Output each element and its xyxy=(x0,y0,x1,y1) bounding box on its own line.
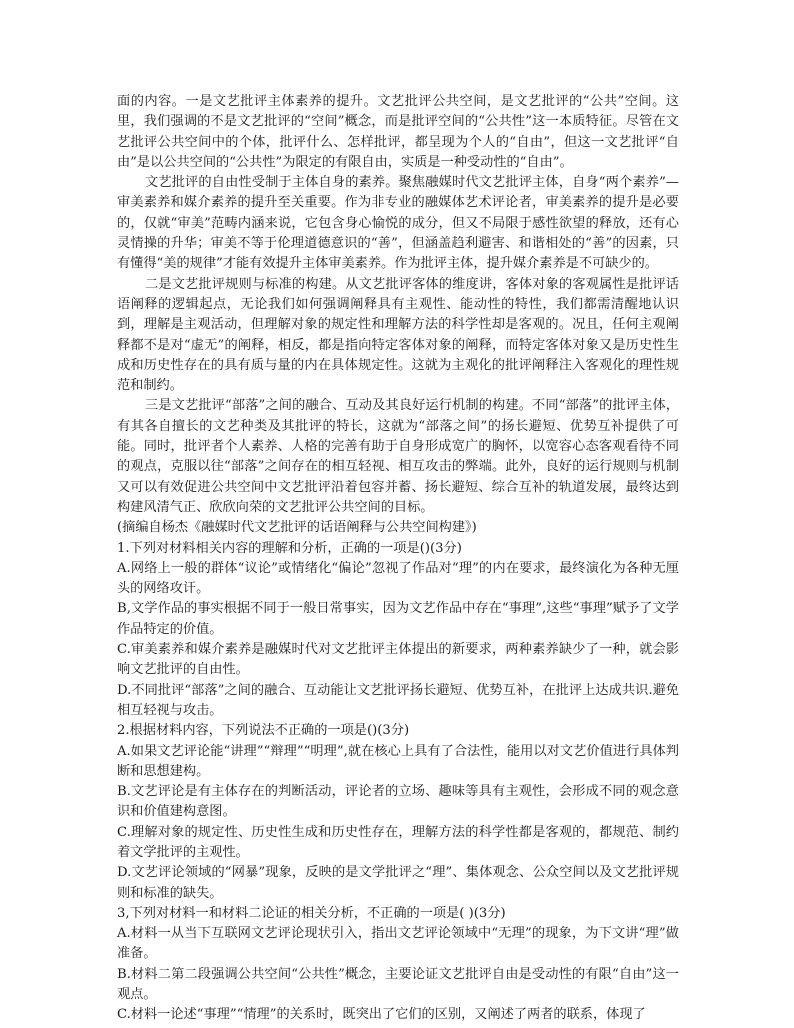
question-3-stem: 3,下列对材料一和材料二论证的相关分析，不正确的一项是( )(3分) xyxy=(117,905,506,921)
question-1-option-b: B,文学作品的事实根据不同于一般日常事实，因为文艺作品中存在“事理”,这些“事理”赋予了文学作品特定的价值。 xyxy=(117,601,679,637)
question-3-option-c: C.材料一论述“事理”“情理”的关系时，既突出了它们的区别，又阐述了两者的联系，体现了 xyxy=(117,1007,646,1023)
paragraph-continuation: 面的内容。一是文艺批评主体素养的提升。文艺批评公共空间，是文艺批评的“公共”空间。这里，我们强调的不是文艺批评的“空间”概念，而是批评空间的“公共性”这一本质特征。尽管在文艺批评公共空间中的个体，批评什么、怎样批评，都呈现为个人的“自由”，但这一文艺批评“自由”是以公共空间的“公共性”为限定的有限自由，实质是一种受动性的“自由”。 xyxy=(117,94,679,170)
question-2-option-c: C.理解对象的规定性、历史性生成和历史性存在，理解方法的科学性都是客观的，都规范、制约着文学批评的主观性。 xyxy=(117,824,679,860)
paragraph-tribe-integration: 三是文艺批评“部落”之间的融合、互动及其良好运行机制的构建。不同“部落”的批评主体，有其各自擅长的文艺种类及其批评的特长，这就为“部落之间”的扬长避短、优势互补提供了可能。同时，批评者个人素养、人格的完善有助于自身形成宽广的胸怀，以宽容心态客观看待不同的观点，克服以往“部落”之间存在的相互轻视、相互攻击的弊端。此外，良好的运行规则与机制又可以有效促进公共空间中文艺批评沿着包容并蓄、扬长避短、综合互补的轨道发展，最终达到构建风清气正、欣欣向荣的文艺批评公共空间的目标。 xyxy=(117,398,679,515)
question-1-option-d: D.不同批评“部落”之间的融合、互动能让文艺批评扬长避短、优势互补，在批评上达成共识.避免相互轻视与攻击。 xyxy=(117,682,679,718)
question-2-stem: 2.根据材料内容，下列说法不正确的一项是()(3分) xyxy=(117,723,410,739)
document-page xyxy=(117,92,679,1026)
question-2-option-d: D.文艺评论领域的“网暴”现象，反映的是文学批评之“理”、集体观念、公众空间以及文艺批评规则和标准的缺失。 xyxy=(117,865,679,901)
question-1-option-c: C.审美素养和媒介素养是融媒时代对文艺批评主体提出的新要求，两种素养缺少了一种，就会影响文艺批评的自由性。 xyxy=(117,642,679,678)
question-2-option-b: B.文艺评论是有主体存在的判断活动，评论者的立场、趣味等具有主观性，会形成不同的观念意识和价值建构意图。 xyxy=(117,784,679,820)
question-3-option-a: A.材料一从当下互联网文艺评论现状引入，指出文艺评论领域中“无理”的现象，为下文讲“理”做准备。 xyxy=(117,926,679,962)
question-1-option-a: A.网络上一般的群体“议论”或情绪化“偏论”忽视了作品对“理”的内在要求，最终演化为各种无厘头的网络攻讦。 xyxy=(117,560,679,597)
question-1-stem: 1.下列对材料相关内容的理解和分析，正确的一项是()(3分) xyxy=(117,540,462,556)
source-citation: (摘编自杨杰《融媒时代文艺批评的话语阐释与公共空间构建》) xyxy=(117,520,477,536)
paragraph-rules-standards: 二是文艺批评规则与标准的构建。从文艺批评客体的维度讲，客体对象的客观属性是批评话语阐释的逻辑起点，无论我们如何强调阐释具有主观性、能动性的特性，我们都需清醒地认识到，理解是主观活动，但理解对象的规定性和理解方法的科学性却是客观的。况且，任何主观阐释都不是对“虚无”的阐释，相反，都是指向特定客体对象的阐释，而特定客体对象又是历史性生成和历史性存在的具有质与量的内在具体规定性。这就为主观化的批评阐释注入客观化的理性规范和制约。 xyxy=(117,276,679,394)
question-2-option-a: A.如果文艺评论能“讲理”“辩理”“明理”,就在核心上具有了合法性，能用以对文艺价值进行具体判断和思想建构。 xyxy=(117,743,679,779)
paragraph-subject-literacy: 文艺批评的自由性受制于主体自身的素养。聚焦融媒时代文艺批评主体，自身“两个素养”—审美素养和媒介素养的提升至关重要。作为非专业的融媒体艺术评论者，审美素养的提升是必要的，仅就“审美”范畴内涵来说，它包含身心愉悦的成分，但又不局限于感性欲望的释放，还有心灵情操的升华；审美不等于伦理道德意识的“善”，但涵盖趋利避害、和谐相处的“善”的因素，只有懂得“美的规律”才能有效提升主体审美素养。作为批评主体，提升媒介素养是不可缺少的。 xyxy=(117,175,679,272)
question-3-option-b: B.材料二第二段强调公共空间“公共性”概念，主要论证文艺批评自由是受动性的有限“自由”这一观点。 xyxy=(117,966,679,1003)
